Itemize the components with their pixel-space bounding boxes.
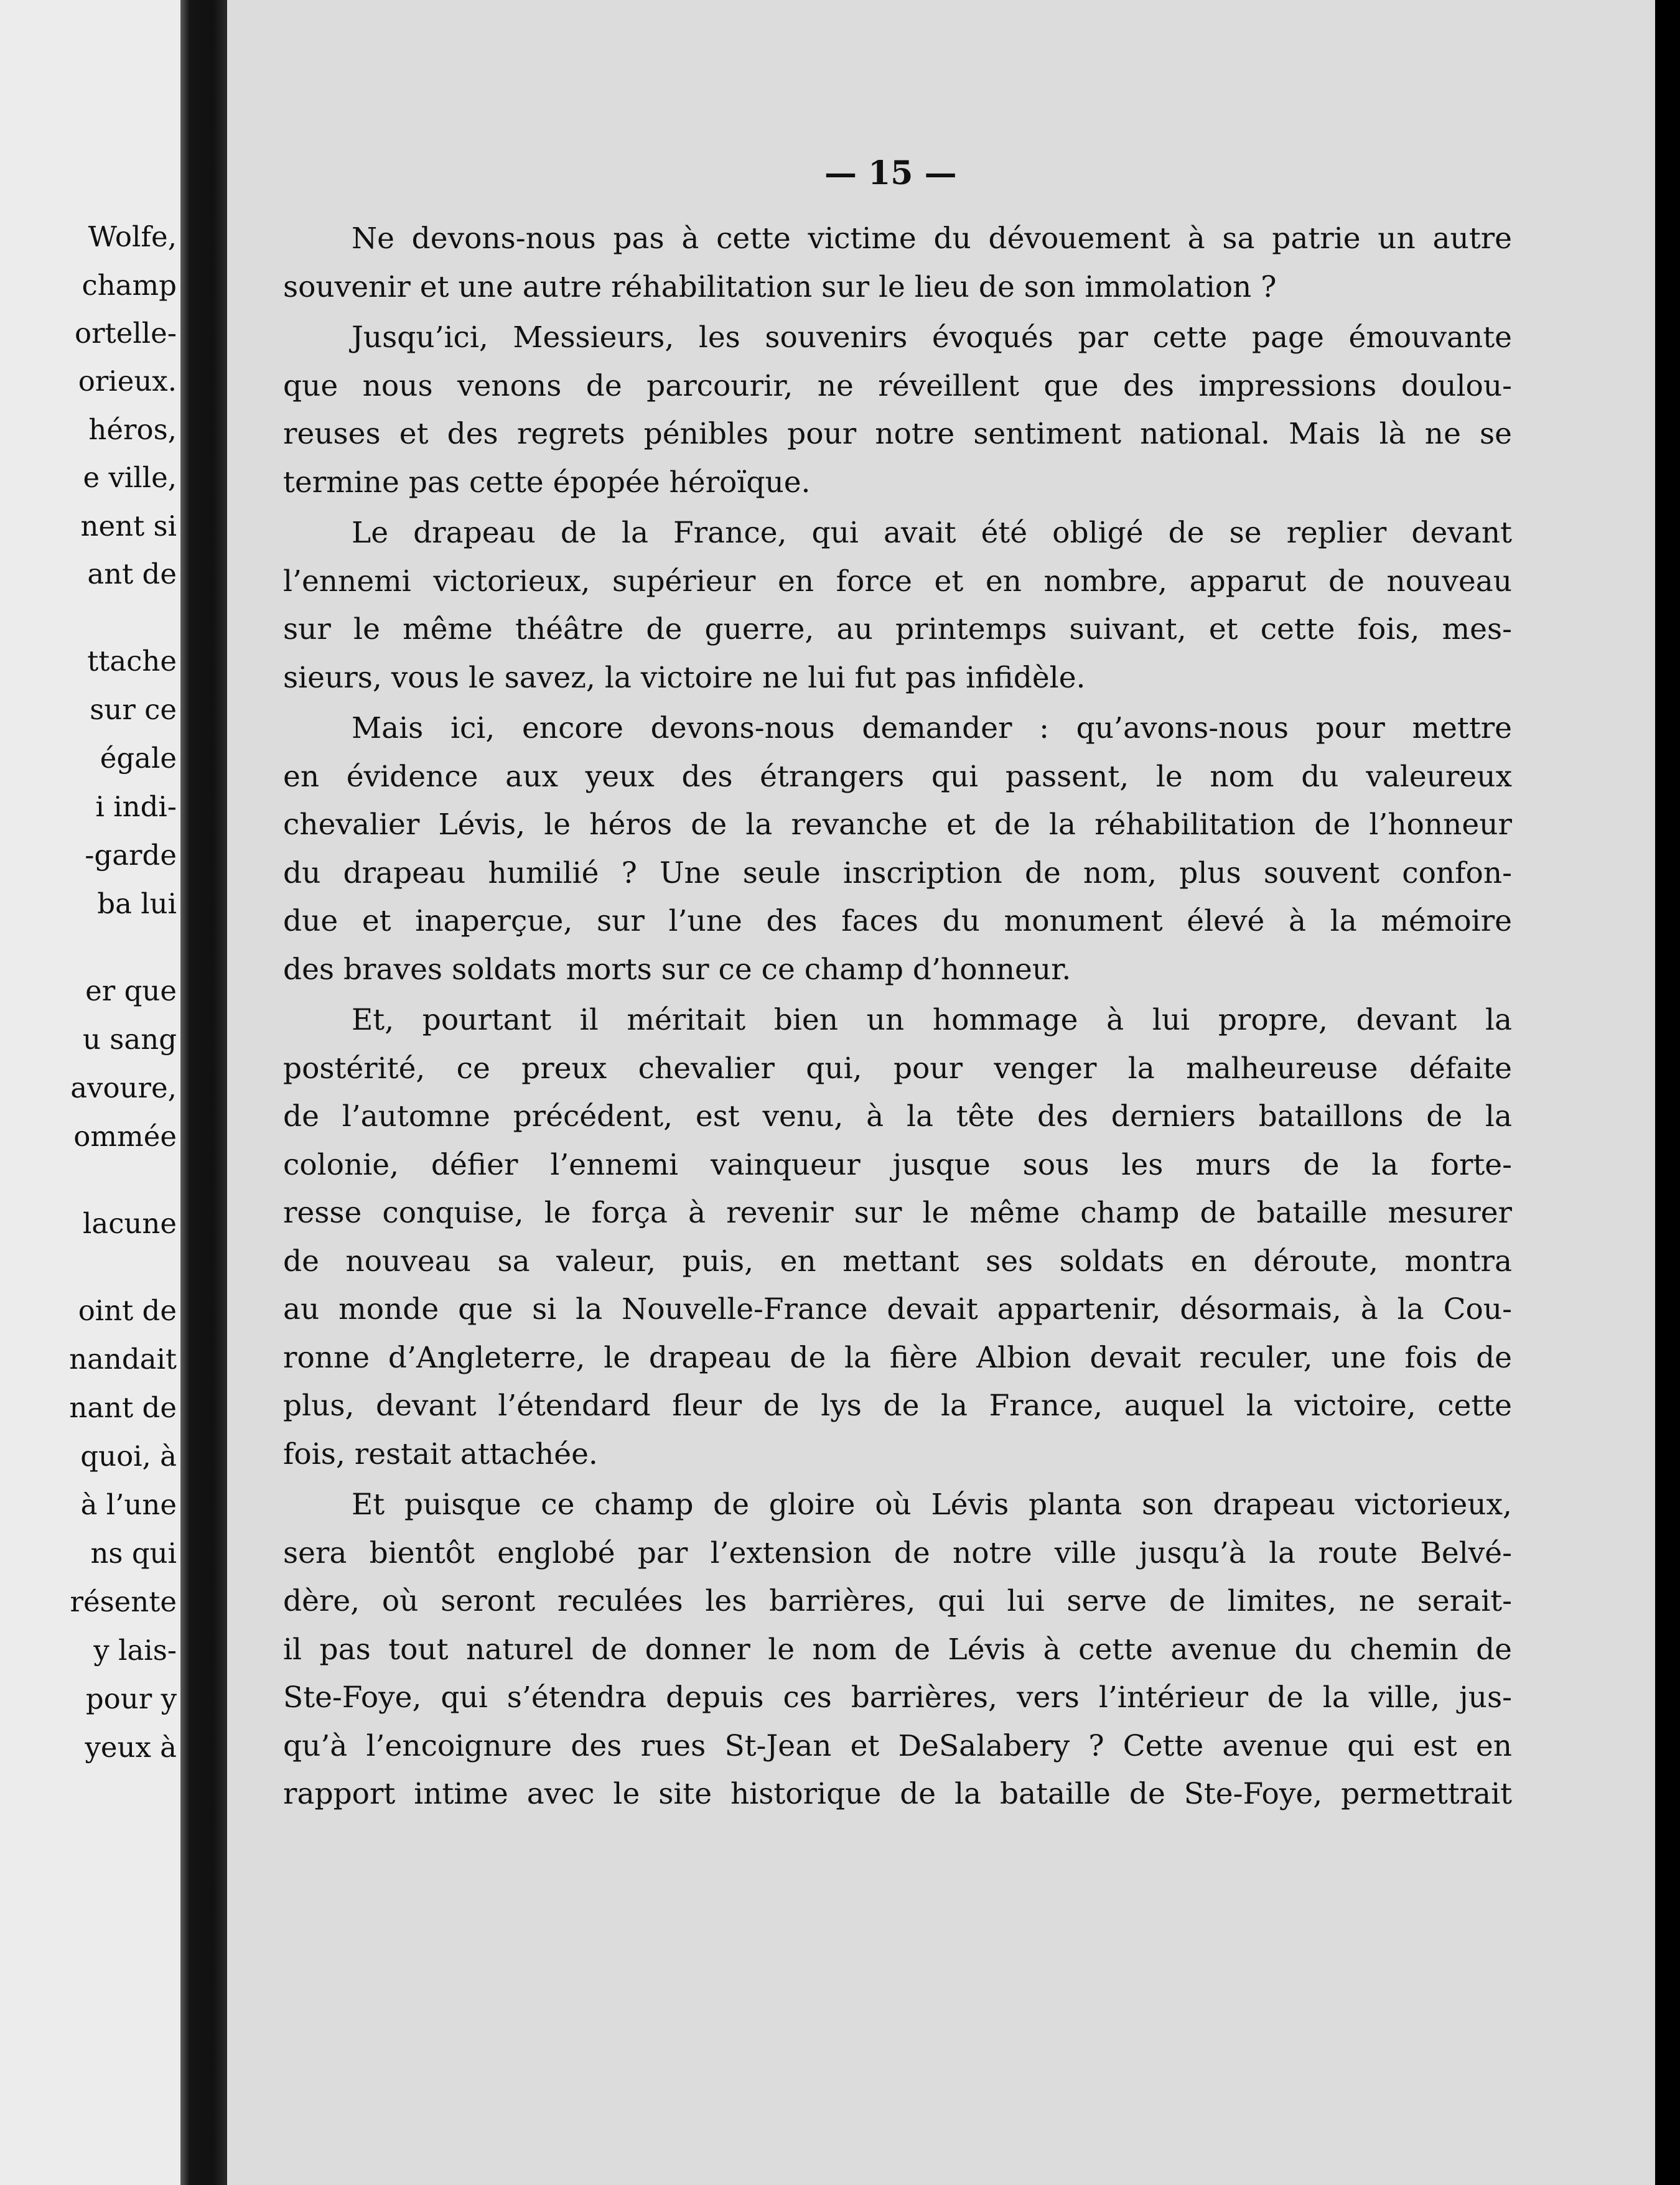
left-page-line-fragment: ba lui <box>97 887 177 920</box>
left-page-line-fragment: nant de <box>69 1391 177 1424</box>
left-page-line-fragment: ant de <box>87 557 177 590</box>
left-page-fragment <box>0 0 180 2185</box>
left-page-line-fragment: ortelle- <box>75 317 177 350</box>
left-page-line-fragment: e ville, <box>83 461 177 494</box>
text-line: dère, où seront reculées les barrières, qui lui serve de limites, ne serait- <box>283 1584 1512 1618</box>
text-line: Le drapeau de la France, qui avait été obligé de se replier devant <box>352 516 1512 550</box>
text-line: de nouveau sa valeur, puis, en mettant ses soldats en déroute, montra <box>283 1244 1512 1279</box>
page-edge-shadow <box>1655 0 1680 2185</box>
left-page-line-fragment: oint de <box>78 1294 177 1327</box>
left-page-line-fragment: ttache <box>87 645 177 678</box>
left-page-line-fragment: égale <box>100 742 177 775</box>
text-line: chevalier Lévis, le héros de la revanche et de la réhabilitation de l’honneur <box>283 808 1512 842</box>
text-line: ronne d’Angleterre, le drapeau de la fière Albion devait reculer, une fois de <box>283 1340 1512 1375</box>
left-page-line-fragment: à l’une <box>80 1488 177 1521</box>
text-line: Jusqu’ici, Messieurs, les souvenirs évoqués par cette page émouvante <box>352 320 1512 355</box>
left-page-line-fragment: lacune <box>82 1207 177 1240</box>
page-number: — 15 — <box>824 154 957 192</box>
left-page-text-fragments <box>0 0 180 2185</box>
paragraph <box>283 996 1512 1478</box>
paragraph <box>283 1481 1512 1819</box>
left-page-line-fragment: Wolfe, <box>88 220 177 253</box>
text-line: reuses et des regrets pénibles pour notre sentiment national. Mais là ne se <box>283 417 1512 451</box>
text-line: sera bientôt englobé par l’extension de notre ville jusqu’à la route Belvé- <box>283 1535 1512 1570</box>
left-page-line-fragment: y lais- <box>93 1634 177 1667</box>
text-line: l’ennemi victorieux, supérieur en force et en nombre, apparut de nouveau <box>283 564 1512 599</box>
text-line: termine pas cette épopée héroïque. <box>283 465 811 500</box>
left-page-line-fragment: yeux à <box>85 1731 177 1764</box>
left-page-line-fragment: champ <box>82 269 177 302</box>
left-page-line-fragment: er que <box>85 974 177 1007</box>
text-line: fois, restait attachée. <box>283 1437 598 1471</box>
text-line: plus, devant l’étendard fleur de lys de la France, auquel la victoire, cette <box>283 1389 1512 1423</box>
left-page-line-fragment: nent si <box>80 510 177 543</box>
book-gutter <box>180 0 227 2185</box>
text-line: sieurs, vous le savez, la victoire ne lui fut pas infidèle. <box>283 660 1086 695</box>
text-line: rapport intime avec le site historique de la bataille de Ste-Foye, permettrait <box>283 1777 1512 1811</box>
left-page-line-fragment: -garde <box>85 839 177 872</box>
text-line: Et, pourtant il méritait bien un hommage à lui propre, devant la <box>352 1003 1512 1037</box>
text-line: il pas tout naturel de donner le nom de Lévis à cette avenue du chemin de <box>283 1632 1512 1667</box>
text-line: de l’automne précédent, est venu, à la tête des derniers bataillons de la <box>283 1099 1512 1134</box>
text-line: Ste-Foye, qui s’étendra depuis ces barrières, vers l’intérieur de la ville, jus- <box>283 1680 1512 1715</box>
paragraph <box>283 704 1512 994</box>
text-line: des braves soldats morts sur ce ce champ d’honneur. <box>283 952 1071 987</box>
left-page-line-fragment: u sang <box>83 1023 177 1056</box>
left-page-line-fragment: orieux. <box>78 365 177 398</box>
text-line: qu’à l’encoignure des rues St-Jean et DeSalabery ? Cette avenue qui est en <box>283 1728 1512 1763</box>
right-page <box>227 0 1655 2185</box>
paragraph <box>283 509 1512 702</box>
left-page-line-fragment: pour y <box>85 1682 177 1715</box>
paragraph <box>283 314 1512 506</box>
left-page-line-fragment: héros, <box>88 413 177 446</box>
left-page-line-fragment: ommée <box>73 1120 177 1153</box>
left-page-line-fragment: ns qui <box>90 1537 177 1570</box>
text-line: sur le même théâtre de guerre, au printemps suivant, et cette fois, mes- <box>283 612 1512 646</box>
left-page-line-fragment: résente <box>70 1585 177 1618</box>
text-line: souvenir et une autre réhabilitation sur le lieu de son immolation ? <box>283 269 1277 304</box>
paragraph <box>283 215 1512 311</box>
text-line: postérité, ce preux chevalier qui, pour venger la malheureuse défaite <box>283 1051 1512 1086</box>
left-page-line-fragment: sur ce <box>90 693 177 726</box>
text-line: Ne devons-nous pas à cette victime du dévouement à sa patrie un autre <box>352 221 1512 256</box>
text-line: resse conquise, le força à revenir sur le même champ de bataille mesurer <box>283 1196 1512 1230</box>
text-line: Et puisque ce champ de gloire où Lévis planta son drapeau victorieux, <box>352 1488 1512 1522</box>
left-page-line-fragment: nandait <box>69 1343 177 1376</box>
text-line: colonie, défier l’ennemi vainqueur jusque sous les murs de la forte- <box>283 1147 1512 1182</box>
body-text <box>283 215 1512 1821</box>
left-page-line-fragment: avoure, <box>70 1071 177 1104</box>
text-line: que nous venons de parcourir, ne réveillent que des impressions doulou- <box>283 368 1512 403</box>
left-page-line-fragment: quoi, à <box>80 1440 177 1473</box>
text-line: Mais ici, encore devons-nous demander : qu’avons-nous pour mettre <box>352 711 1512 745</box>
text-line: en évidence aux yeux des étrangers qui passent, le nom du valeureux <box>283 759 1512 794</box>
text-line: au monde que si la Nouvelle-France devait appartenir, désormais, à la Cou- <box>283 1292 1512 1326</box>
text-line: due et inaperçue, sur l’une des faces du monument élevé à la mémoire <box>283 904 1512 938</box>
text-line: du drapeau humilié ? Une seule inscription de nom, plus souvent confon- <box>283 855 1512 890</box>
left-page-line-fragment: i indi- <box>95 790 177 823</box>
